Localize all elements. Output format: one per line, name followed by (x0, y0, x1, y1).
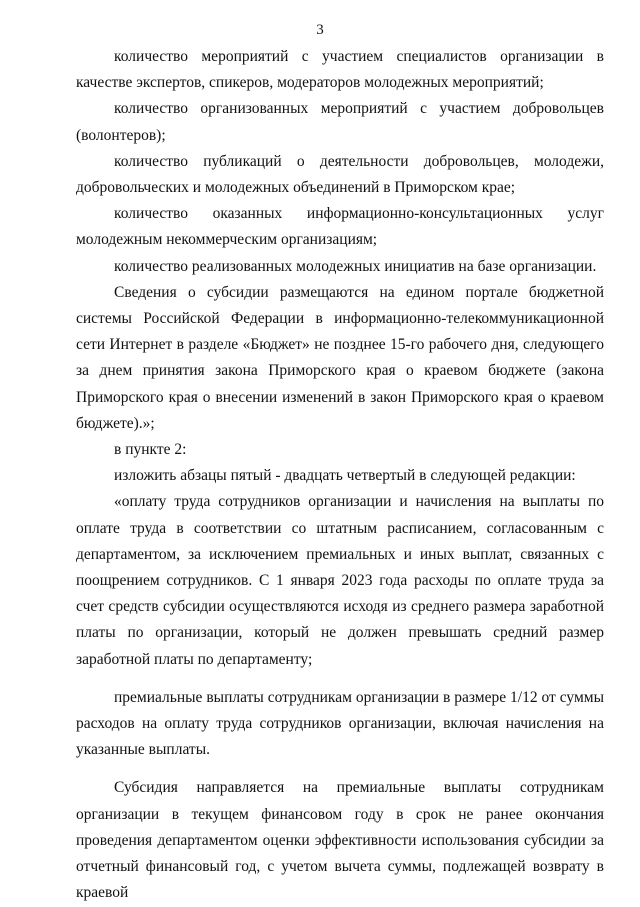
paragraph-indicator-volunteer-events: количество организованных мероприятий с участием добровольцев (волонтеров); (76, 100, 604, 144)
paragraph-clause-2: в пункте 2: (114, 441, 187, 459)
document-body (76, 44, 604, 907)
paragraph-indicator-publications: количество публикаций о деятельности добровольцев, молодежи, добровольческих и молодежных объединений в Приморском крае; (76, 152, 604, 197)
paragraph-bonus-payments: премиальные выплаты сотрудникам организации в размере 1/12 от суммы расходов на оплату труда сотрудников организации, включая начисления на указанные выплаты. (76, 688, 604, 759)
paragraph-indicator-consulting-services: количество оказанных информационно-консультационных услуг молодежным некоммерческим организациям; (76, 205, 604, 249)
paragraph-amendment-instruction: изложить абзацы пятый - двадцать четвертый в следующей редакции: (114, 467, 576, 485)
paragraph-indicator-youth-initiatives: количество реализованных молодежных инициатив на базе организации. (114, 257, 597, 275)
page-number: 3 (316, 22, 324, 38)
paragraph-salary-payment: «оплату труда сотрудников организации и начисления на выплаты по оплате труда в соответствии со штатным расписанием, согласованным с департаментом, за исключением премиальных и иных выплат, связанных с поощрением сотрудников. С 1 января 2023 года расходы по оплате труда за счет средств субсидии осуществляются исходя из среднего размера заработной платы по организации, который не должен превышать средний размер заработной платы по департаменту; (76, 493, 604, 668)
paragraph-subsidy-info-publication: Сведения о субсидии размещаются на едином портале бюджетной системы Российской Федерации в информационно-телекоммуникационной сети Интернет в разделе «Бюджет» не позднее 15-го рабочего дня, следующего за днем принятия закона Приморского края о краевом бюджете (закона Приморского края о внесении изменений в закон Приморского края о краевом бюджете).»; (76, 283, 604, 432)
paragraph-subsidy-direction: Субсидия направляется на премиальные выплаты сотрудникам организации в текущем финансовом году в срок не ранее окончания проведения департаментом оценки эффективности использования субсидии за отчетный финансовый год, с учетом вычета суммы, подлежащей возврату в краевой (76, 779, 604, 902)
paragraph-indicator-events-experts: количество мероприятий с участием специалистов организации в качестве экспертов, спикеров, модераторов молодежных мероприятий; (76, 48, 604, 92)
